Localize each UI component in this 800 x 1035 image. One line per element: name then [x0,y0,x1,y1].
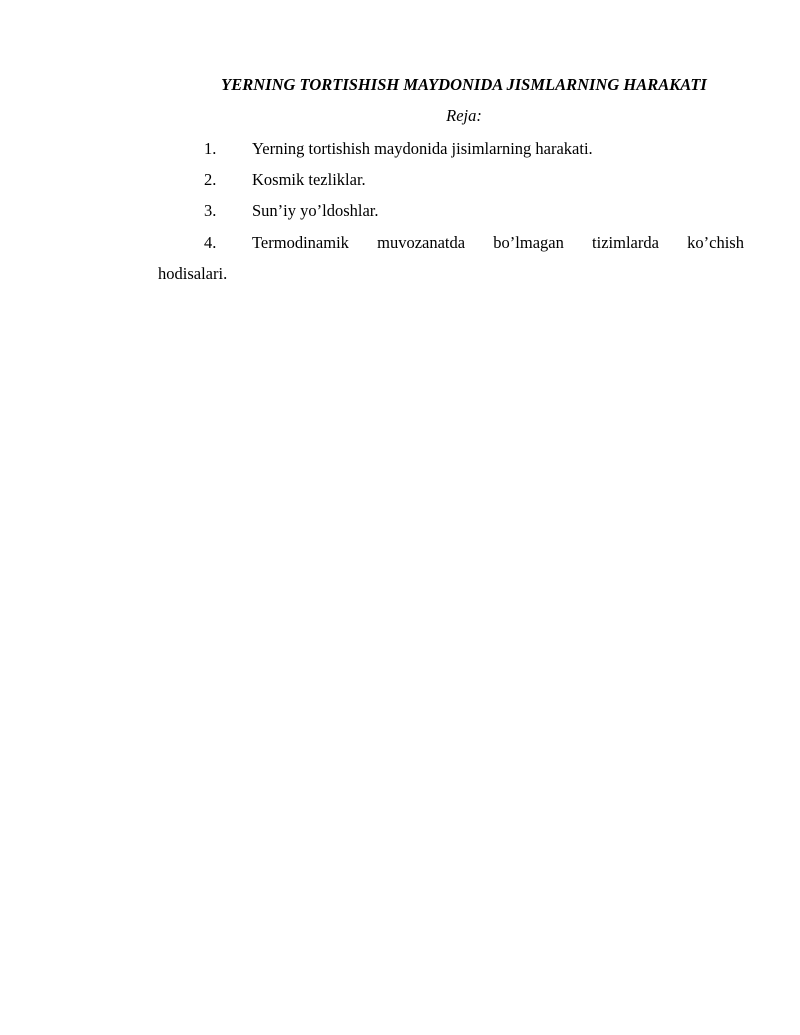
list-item-word: bo’lmagan [493,233,564,252]
list-item-number: 2. [204,170,217,189]
list-item-continuation: hodisalari. [158,264,228,283]
list-item [158,133,744,164]
document-title: YERNING TORTISHISH MAYDONIDA JISMLARNING HARAKATI [221,75,707,94]
plan-heading: Reja: [446,106,482,125]
list-item [158,227,744,289]
list-item [158,195,744,226]
list-item-word: tizimlarda [592,233,659,252]
list-item-word: muvozanatda [377,233,466,252]
list-item-word: Termodinamik [252,233,349,252]
list-item-word: ko’chish [687,233,744,252]
list-item-number: 3. [204,201,217,220]
list-item-text: Kosmik tezliklar. [252,170,366,189]
list-item-number: 1. [204,139,217,158]
list-item-number: 4. [204,233,217,252]
list-item-text: Yerning tortishish maydonida jisimlarning harakati. [252,139,593,158]
list-item [158,164,744,195]
list-item-text-line [158,227,744,258]
list-item-text: Sun’iy yo’ldoshlar. [252,201,379,220]
